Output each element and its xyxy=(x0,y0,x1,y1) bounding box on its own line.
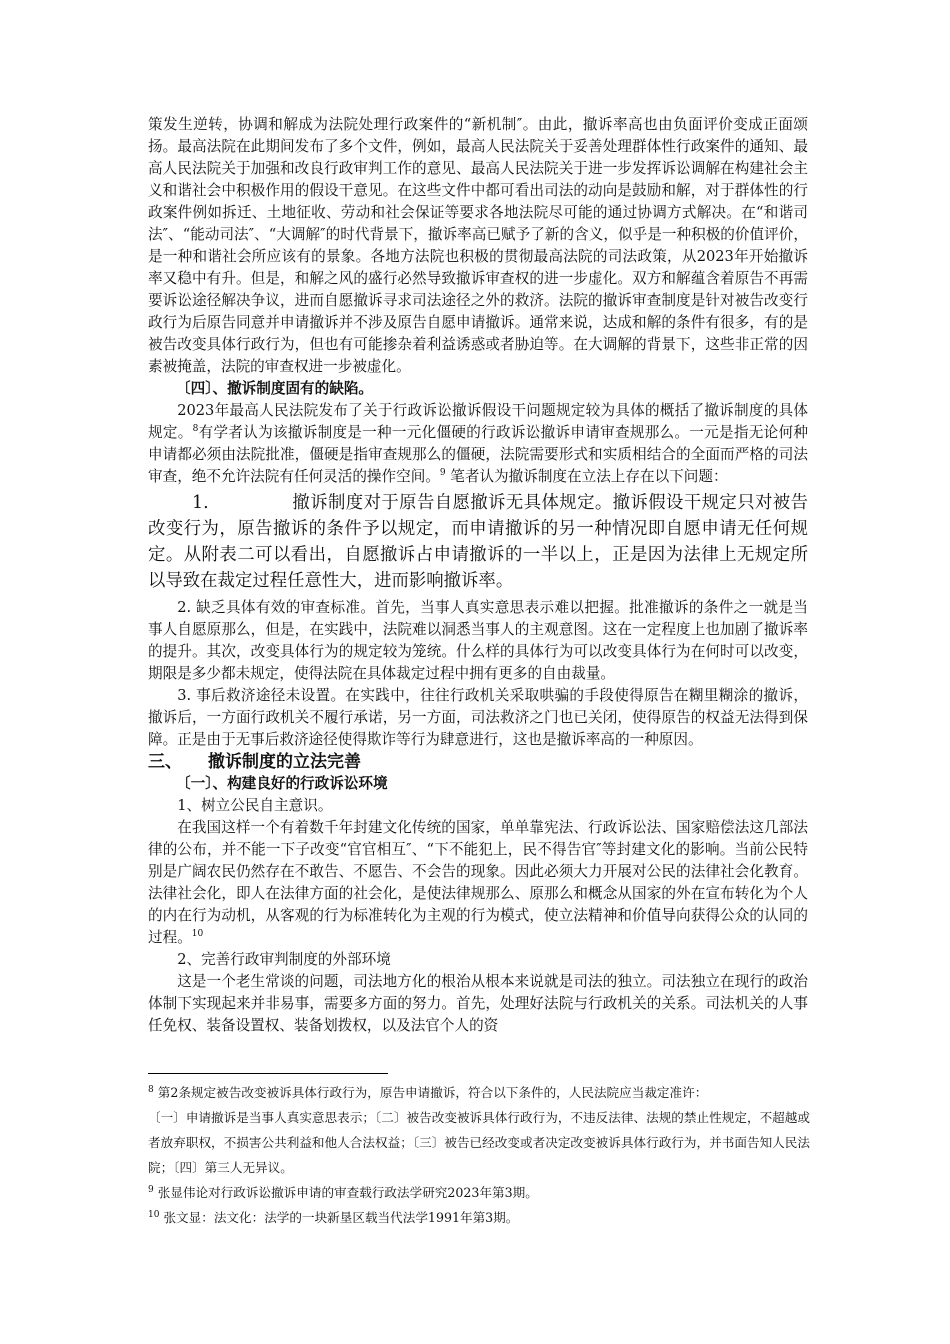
footnotes xyxy=(148,1080,810,1230)
part-title: 撤诉制度的立法完善 xyxy=(208,752,361,772)
paragraph-continued: 策发生逆转，协调和解成为法院处理行政案件的“新机制″。由此，撤诉率高也由负面评价变成正面颂扬。最高法院在此期间发布了多个文件，例如，最高人民法院关于妥善处理群体性行政案件的通知、最高人民法院关于加强和改良行政审判工作的意见、最高人民法院关于进一步发挥诉讼调解在构建社会主义和谐社会中积极作用的假设干意见。在这些文件中都可看出司法的动向是鼓励和解，对于群体性的行政案件例如拆迁、土地征收、劳动和社会保证等要求各地法院尽可能的通过协调方式解决。在“和谐司法″、“能动司法″、“大调解″的时代背景下，撤诉率高已赋予了新的含义，似乎是一种积极的价值评价，是一种和谐社会所应该有的景象。各地方法院也积极的贯彻最高法院的司法政策，从2023年开始撤诉率又稳中有升。但是，和解之风的盛行必然导致撤诉审查权的进一步虚化。双方和解蕴含着原告不再需要诉讼途径解决争议，进而自愿撤诉寻求司法途径之外的救济。法院的撤诉审查制度是针对被告改变行政行为后原告同意并申请撤诉并不涉及原告自愿申请撤诉。通常来说，达成和解的条件有很多，有的是被告改变具体行政行为，但也有可能掺杂着利益诱惑或者胁迫等。在大调解的背景下，这些非正常的因素被掩盖，法院的审查权进一步被虚化。 xyxy=(148,116,808,375)
footnote-8-continued: 〔一〕申请撤诉是当事人真实意思表示；〔二〕被告改变被诉具体行政行为，不违反法律、法规的禁止性规定，不超越或者放弃职权，不损害公共利益和他人合法权益；〔三〕被告已经改变或者决定改变被诉具体行政行为，并书面告知人民法院；〔四〕第三人无异议。 xyxy=(148,1110,810,1175)
paragraph-regulation xyxy=(148,400,808,488)
footnote-separator xyxy=(148,1073,388,1074)
footnote-text: 张文显：法文化：法学的一块新垦区载当代法学1991年第3期。 xyxy=(159,1210,519,1225)
part-heading-3 xyxy=(148,751,808,773)
footnote-text: 第2条规定被告改变被诉具体行政行为，原告申请撤诉，符合以下条件的，人民法院应当裁定准许： xyxy=(153,1085,708,1100)
list-item-1 xyxy=(148,490,808,594)
subsection-item-1: 1、树立公民自主意识。 xyxy=(177,797,333,814)
list-item-2: 2. 缺乏具体有效的审查标准。首先，当事人真实意思表示难以把握。批准撤诉的条件之一就是当事人自愿原那么，但是，在实践中，法院难以洞悉当事人的主观意图。这在一定程度上也加剧了撤诉率的提升。其次，改变具体行为的规定较为笼统。什么样的具体行为可以改变具体行为在何时可以改变，期限是多少都未规定，使得法院在具体裁定过程中拥有更多的自由裁量。 xyxy=(148,599,808,682)
footnote-8 xyxy=(148,1080,810,1105)
list-item-text: 撤诉制度对于原告自愿撤诉无具体规定。撤诉假设干规定只对被告改变行为，原告撤诉的条件予以规定，而申请撤诉的另一种情况即自愿申请无任何规定。从附表二可以看出，自愿撤诉占申请撤诉的一半以上，正是因为法律上无规定所以导致在裁定过程任意性大，进而影响撤诉率。 xyxy=(148,493,808,591)
body-text xyxy=(148,114,808,1037)
list-item-3: 3. 事后救济途径未设置。在实践中，往往行政机关采取哄骗的手段使得原告在糊里糊涂的撤诉，撤诉后，一方面行政机关不履行承诺，另一方面，司法救济之门也已关闭，使得原告的权益无法得到保障。正是由于无事后救济途径使得欺诈等行为肆意进行，这也是撤诉率高的一种原因。 xyxy=(148,687,808,748)
paragraph-text: 在我国这样一个有着数千年封建文化传统的国家，单单靠宪法、行政诉讼法、国家赔偿法这几部法律的公布，并不能一下子改变“官官相互″、“下不能犯上，民不得告官″等封建文化的影响。当前公民特别是广阔农民仍然存在不敢告、不愿告、不会告的现象。因此必须大力开展对公民的法律社会化教育。法律社会化，即人在法律方面的社会化，是使法律规那么、原那么和概念从国家的外在宣布转化为个人的内在行为动机，从客观的行为标准转化为主观的行为模式，使立法精神和价值导向获得公众的认同的过程。 xyxy=(148,819,808,946)
footnote-ref-8[interactable]: 8 xyxy=(192,424,199,435)
footnote-10 xyxy=(148,1205,810,1230)
footnote-mark: 8 xyxy=(148,1084,154,1095)
footnote-mark: 10 xyxy=(148,1209,160,1220)
subsection-item-2: 2、完善行政审判制度的外部环境 xyxy=(177,951,391,968)
list-number: 1. xyxy=(192,493,209,513)
paragraph-civic-awareness xyxy=(148,817,808,949)
footnote-text: 张显伟论对行政诉讼撤诉申请的审查载行政法学研究2023年第3期。 xyxy=(153,1185,538,1200)
paragraph-text: 有学者认为该撤诉制度是一种一元化僵硬的行政诉讼撤诉申请审查规那么。一元是指无论何种申请都必须由法院批准，僵硬是指审查规那么的僵硬，法院需要形式和实质相结合的全面而严格的司法审查，绝不允许法院有任何灵活的操作空间。 xyxy=(148,424,808,485)
footnote-ref-10[interactable]: 10 xyxy=(191,929,204,940)
paragraph-text: 2023年最高人民法院发布了关于行政诉讼撤诉假设干问题规定较为具体的概括了撤诉制度的具体规定。 xyxy=(148,402,808,441)
footnote-9 xyxy=(148,1180,810,1205)
section-heading-4: 〔四〕、撤诉制度固有的缺陷。 xyxy=(176,380,374,397)
footnote-mark: 9 xyxy=(148,1184,154,1195)
paragraph-text: 笔者认为撤诉制度在立法上存在以下问题： xyxy=(445,468,728,485)
part-number: 三、 xyxy=(148,752,182,772)
subsection-heading-1: 〔一〕、构建良好的行政诉讼环境 xyxy=(176,775,388,792)
footnote-ref-9[interactable]: 9 xyxy=(439,468,446,479)
paragraph-judicial-independence: 这是一个老生常谈的问题，司法地方化的根治从根本来说就是司法的独立。司法独立在现行的政治体制下实现起来并非易事，需要多方面的努力。首先，处理好法院与行政机关的关系。司法机关的人事任免权、装备设置权、装备划拨权，以及法官个人的资 xyxy=(148,973,808,1034)
